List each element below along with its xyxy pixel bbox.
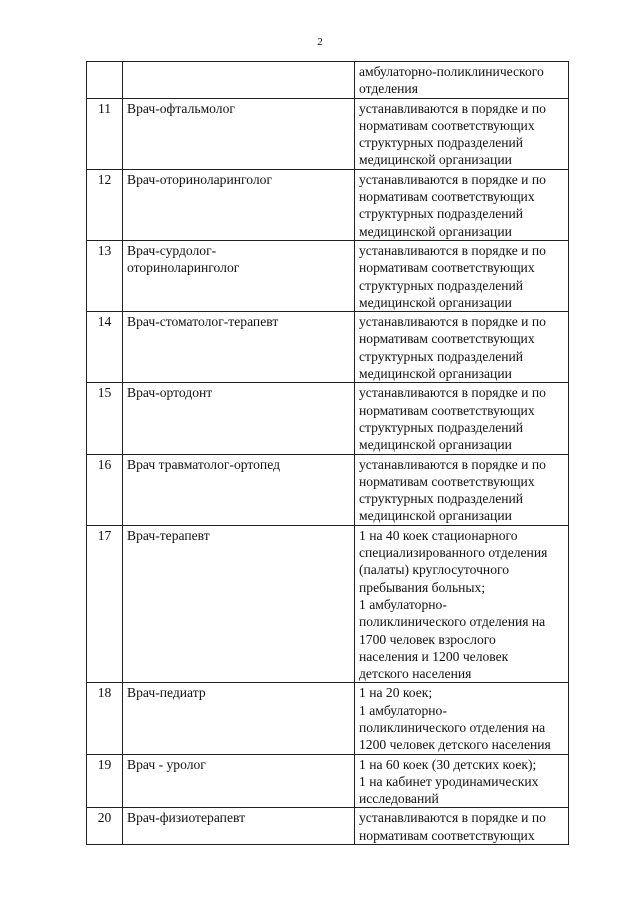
norm-text-line: 1200 человек детского населения [359,737,551,753]
norm-text-line: медицинской организации [359,223,512,239]
norm-text-line: 1 на кабинет уродинамических [359,773,539,789]
row-number-cell: 14 [87,312,123,383]
norm-text-line: структурных подразделений [359,135,524,151]
norm-text-line: структурных подразделений [359,277,524,293]
norm-text-line: структурных подразделений [359,419,524,435]
norm-text-line: нормативам соответствующих [359,189,535,205]
norm-text-line: устанавливаются в порядке и по [359,171,546,187]
position-cell [123,383,355,454]
norm-text-line: детского населения [359,666,472,682]
staffing-table [86,61,569,845]
staffing-norm-cell [355,454,569,525]
staffing-table-body [87,62,569,845]
table-row [87,754,569,808]
table-row [87,525,569,683]
position-cell [123,808,355,845]
norm-text-line: нормативам соответствующих [359,331,535,347]
norm-text-line: нормативам соответствующих [359,473,535,489]
norm-text-line: устанавливаются в порядке и по [359,810,546,826]
norm-text-line: нормативам соответствующих [359,260,535,276]
norm-text-line: 1 амбулаторно- [359,702,447,718]
position-text-line: Врач-сурдолог- [127,242,217,258]
norm-text-line: исследований [359,791,439,807]
row-number-cell: 11 [87,98,123,169]
staffing-norm-cell [355,169,569,240]
norm-text-line: населения и 1200 человек [359,648,509,664]
staffing-norm-cell [355,754,569,808]
norm-text-line: медицинской организации [359,366,512,382]
row-number-cell: 20 [87,808,123,845]
position-cell [123,240,355,311]
norm-text-line: структурных подразделений [359,206,524,222]
table-row [87,683,569,754]
row-number-cell: 12 [87,169,123,240]
norm-text-line: специализированного отделения [359,545,548,561]
norm-text-line: нормативам соответствующих [359,402,535,418]
position-text-line: Врач травматолог-ортопед [127,456,280,472]
row-number-cell: 18 [87,683,123,754]
staffing-norm-cell [355,62,569,99]
row-number-cell: 17 [87,525,123,683]
page-number: 2 [317,36,323,48]
row-number-cell: 16 [87,454,123,525]
norm-text-line: 1 амбулаторно- [359,596,447,612]
position-cell [123,454,355,525]
table-row [87,808,569,845]
position-cell [123,754,355,808]
position-cell [123,683,355,754]
norm-text-line: устанавливаются в порядке и по [359,242,546,258]
position-text-line: Врач-стоматолог-терапевт [127,314,279,330]
staffing-norm-cell [355,383,569,454]
staffing-norm-cell [355,98,569,169]
table-row [87,454,569,525]
norm-text-line: структурных подразделений [359,348,524,364]
staffing-norm-cell [355,808,569,845]
table-row [87,312,569,383]
staffing-norm-cell [355,240,569,311]
norm-text-line: устанавливаются в порядке и по [359,385,546,401]
position-cell [123,525,355,683]
position-cell [123,312,355,383]
row-number-cell: 13 [87,240,123,311]
norm-text-line: устанавливаются в порядке и по [359,314,546,330]
norm-text-line: медицинской организации [359,437,512,453]
position-text-line: Врач-офтальмолог [127,100,235,116]
norm-text-line: структурных подразделений [359,491,524,507]
norm-text-line: амбулаторно-поликлинического [359,64,544,79]
row-number-cell [87,62,123,99]
table-row [87,169,569,240]
norm-text-line: нормативам соответствующих [359,827,535,843]
table-row [87,240,569,311]
norm-text-line: 1 на 20 коек; [359,685,433,701]
norm-text-line: нормативам соответствующих [359,117,535,133]
norm-text-line: поликлинического отделения на [359,719,546,735]
position-text-line: Врач-педиатр [127,685,206,701]
norm-text-line: устанавливаются в порядке и по [359,100,546,116]
norm-text-line: поликлинического отделения на [359,614,546,630]
table-row [87,62,569,99]
norm-text-line: 1700 человек взрослого [359,631,496,647]
position-cell [123,169,355,240]
position-cell [123,98,355,169]
norm-text-line: 1 на 60 коек (30 детских коек); [359,756,537,772]
norm-text-line: медицинской организации [359,152,512,168]
row-number-cell: 15 [87,383,123,454]
position-text-line: оториноларинголог [127,260,240,276]
staffing-norm-cell [355,312,569,383]
position-text-line: Врач - уролог [127,756,206,772]
table-row [87,98,569,169]
position-text-line: Врач-терапевт [127,527,210,543]
norm-text-line: 1 на 40 коек стационарного [359,527,518,543]
position-text-line: Врач-физиотерапевт [127,810,246,826]
row-number-cell: 19 [87,754,123,808]
position-cell [123,62,355,99]
norm-text-line: отделения [359,81,418,97]
staffing-norm-cell [355,683,569,754]
norm-text-line: медицинской организации [359,294,512,310]
position-text-line: Врач-оториноларинголог [127,171,273,187]
norm-text-line: пребывания больных; [359,579,486,595]
norm-text-line: медицинской организации [359,508,512,524]
norm-text-line: устанавливаются в порядке и по [359,456,546,472]
position-text-line: Врач-ортодонт [127,385,213,401]
staffing-norm-cell [355,525,569,683]
table-row [87,383,569,454]
norm-text-line: (палаты) круглосуточного [359,562,510,578]
